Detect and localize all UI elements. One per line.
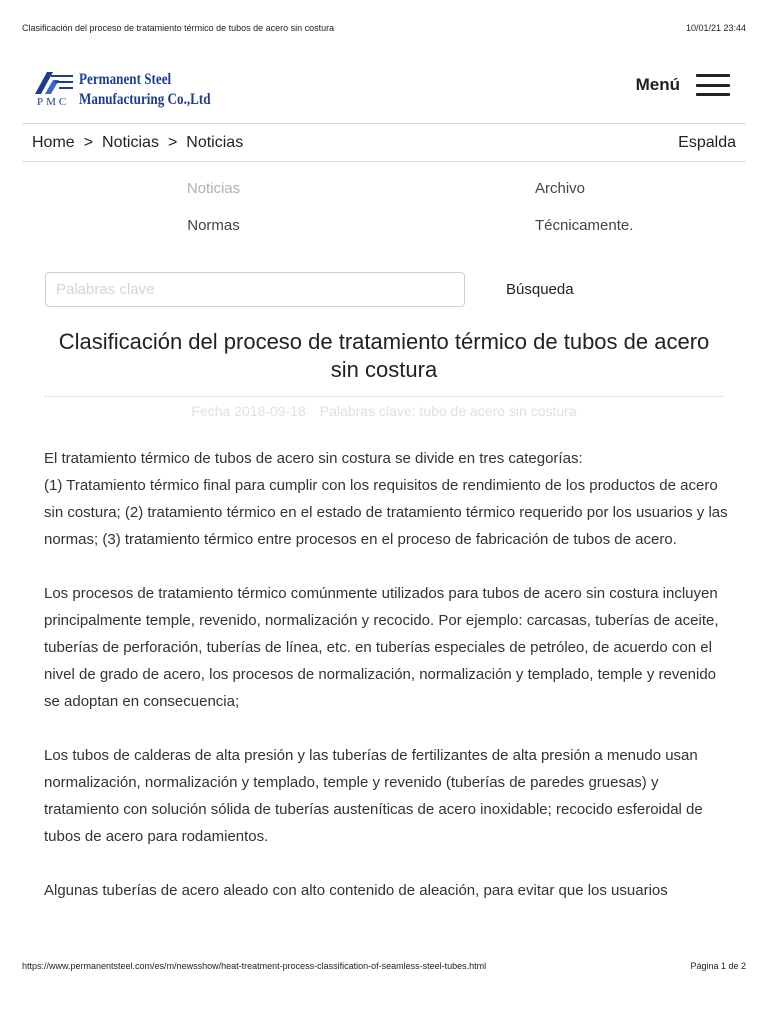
breadcrumb-home[interactable]: Home	[32, 133, 75, 151]
category-noticias[interactable]: Noticias	[186, 180, 241, 197]
logo-line-2: Manufacturing Co.,Ltd	[79, 91, 211, 108]
breadcrumb-noticias[interactable]: Noticias	[102, 133, 159, 151]
print-header-title: Clasificación del proceso de tratamiento térmico de tubos de acero sin costura	[22, 23, 335, 33]
breadcrumb-current[interactable]: Noticias	[186, 133, 244, 151]
title-divider	[45, 396, 723, 397]
logo-abbreviation: PMC	[37, 96, 70, 108]
site-header	[33, 64, 730, 116]
category-nav	[0, 170, 768, 244]
search-bar	[45, 272, 730, 308]
search-button[interactable]: Búsqueda	[506, 281, 574, 298]
logo-company-name	[79, 70, 211, 110]
article-title: Clasificación del proceso de tratamiento térmico de tubos de acero sin costura	[58, 329, 710, 382]
print-header	[22, 23, 746, 33]
breadcrumb-separator: >	[167, 133, 178, 151]
back-link[interactable]: Espalda	[678, 133, 736, 151]
logo-mark-icon	[33, 70, 75, 96]
article-meta	[45, 403, 723, 419]
menu-label: Menú	[635, 75, 680, 94]
menu-button[interactable]	[636, 74, 730, 96]
breadcrumb-bar	[22, 123, 746, 162]
category-archivo[interactable]: Archivo	[535, 180, 586, 197]
company-logo[interactable]	[33, 66, 233, 114]
article-paragraph: Los procesos de tratamiento térmico comúnmente utilizados para tubos de acero sin costura incluyen principalmente temple, revenido, normalización y recocido. Por ejemplo: carcasas, tuberías de aceite, tuberías de perforación, tuberías de línea, etc. en tuberías especiales de petróleo, de acuerdo con el nivel de grado de acero, los procesos de normalización, normalización y templado, temple y revenido se adoptan en consecuencia;	[44, 585, 719, 710]
article-paragraph: El tratamiento térmico de tubos de acero sin costura se divide en tres categorías: (1) Tratamiento térmico final para cumplir con los requisitos de rendimiento de los productos de acero sin costura; (2) tratamiento térmico en el estado de tratamiento térmico requerido por los usuarios y las normas; (3) tratamiento térmico entre procesos en el proceso de fabricación de tubos de acero.	[44, 450, 728, 548]
breadcrumb-separator: >	[83, 133, 94, 151]
hamburger-menu-icon	[696, 74, 730, 96]
article-date: Fecha 2018-09-18	[191, 403, 306, 419]
article-paragraph: Los tubos de calderas de alta presión y las tuberías de fertilizantes de alta presión a menudo usan normalización, normalización y templado, temple y revenido (tuberías de paredes gruesas) y tratamiento con solución sólida de tuberías austeníticas de acero inoxidable; recocido esferoidal de tubos de acero para rodamientos.	[44, 747, 703, 845]
article-body	[44, 445, 728, 931]
search-input[interactable]	[45, 272, 465, 307]
article-keywords: Palabras clave: tubo de acero sin costura	[319, 403, 577, 419]
category-tecnicamente[interactable]: Técnicamente.	[535, 217, 634, 234]
print-footer	[22, 961, 746, 971]
print-footer-page: Página 1 de 2	[690, 961, 746, 971]
print-footer-url: https://www.permanentsteel.com/es/m/newsshow/heat-treatment-process-classification-of-seamless-steel-tubes.html	[22, 961, 487, 971]
article-paragraph: Algunas tuberías de acero aleado con alto contenido de aleación, para evitar que los usuarios	[44, 882, 668, 899]
category-normas[interactable]: Normas	[187, 217, 240, 234]
print-header-datetime: 10/01/21 23:44	[685, 23, 746, 33]
logo-line-1: Permanent Steel	[79, 71, 172, 88]
breadcrumb	[22, 134, 243, 152]
